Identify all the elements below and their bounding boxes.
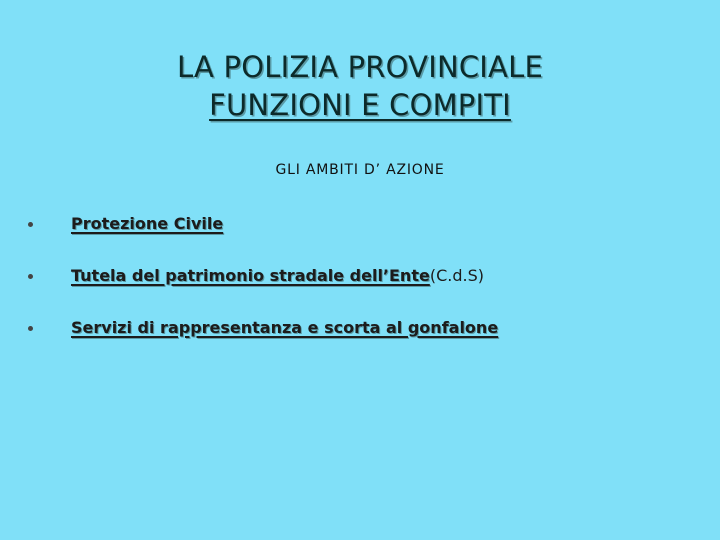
slide-subtitle: GLI AMBITI D’ AZIONE: [275, 162, 445, 178]
bullet-dot-icon: [28, 222, 33, 227]
bullet-item-tutela-patrimonio: [28, 263, 484, 287]
bullet-text: Servizi di rappresentanza e scorta al gonfalone: [71, 317, 499, 337]
title-line-2: FUNZIONI E COMPITI: [209, 88, 511, 122]
bullet-text: Tutela del patrimonio stradale dell’Ente: [71, 265, 430, 285]
slide-title: [0, 48, 720, 124]
bullet-item-protezione-civile: [28, 211, 223, 235]
bullet-text: Protezione Civile: [71, 213, 224, 233]
bullet-dot-icon: [28, 326, 33, 331]
bullet-dot-icon: [28, 274, 33, 279]
title-line-1: LA POLIZIA PROVINCIALE: [177, 50, 543, 84]
bullet-item-servizi-rappresentanza: [28, 315, 498, 339]
bullet-suffix: (C.d.S): [429, 265, 484, 285]
